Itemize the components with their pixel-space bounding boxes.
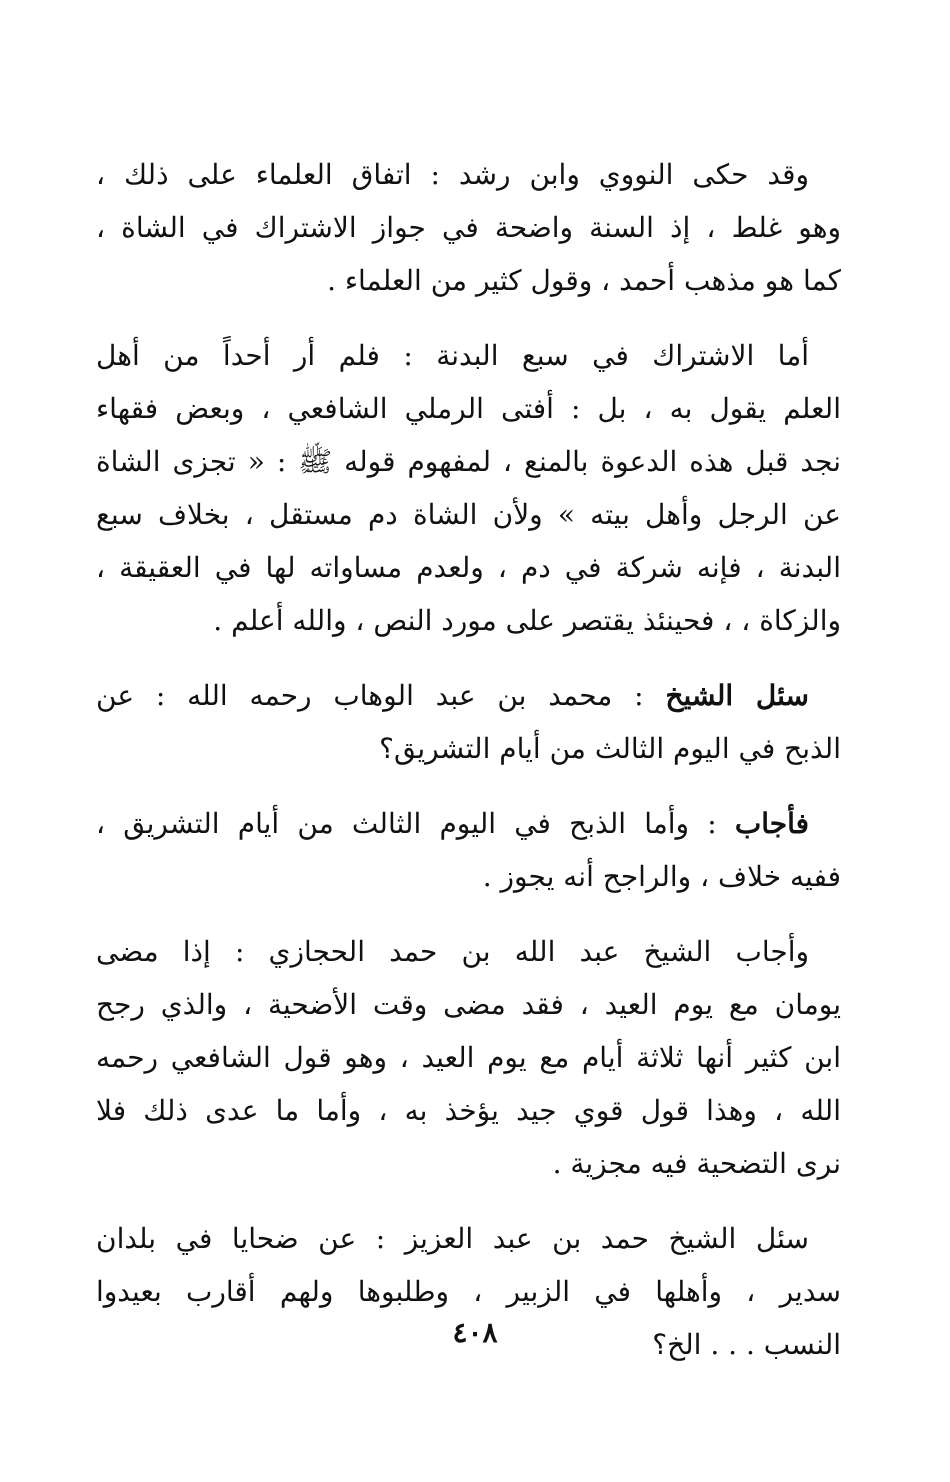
text-line: الذبح في اليوم الثالث من أيام التشريق؟ xyxy=(379,732,841,765)
text-line: يومان مع يوم العيد ، فقد مضى وقت الأضحية ، والذي رجح xyxy=(96,988,841,1021)
paragraph-badana-share xyxy=(96,329,841,647)
page-number: ٤٠٨ xyxy=(452,1316,498,1349)
page-body xyxy=(96,148,841,1393)
text-line: الله ، وهذا قول قوي جيد يؤخذ به ، وأما ما عدى ذلك فلا xyxy=(96,1094,841,1127)
text-line: أما الاشتراك في سبع البدنة : فلم أر أحداً من أهل xyxy=(96,339,809,372)
paragraph-answer-third-day xyxy=(96,797,841,903)
text-line: كما هو مذهب أحمد ، وقول كثير من العلماء . xyxy=(327,264,841,297)
text-line: البدنة ، فإنه شركة في دم ، ولعدم مساواته لها في العقيقة ، xyxy=(96,551,841,584)
paragraph-hijazi-answer xyxy=(96,925,841,1190)
text-line: نجد قبل هذه الدعوة بالمنع ، لمفهوم قوله ﷺ : « تجزى الشاة xyxy=(96,445,841,478)
text-line: وهو غلط ، إذ السنة واضحة في جواز الاشتراك في الشاة ، xyxy=(96,211,841,244)
text-line: النسب . . . الخ؟ xyxy=(652,1328,841,1361)
text-line: سدير ، وأهلها في الزبير ، وطلبوها ولهم أقارب بعيدوا xyxy=(96,1275,841,1308)
text-line: ففيه خلاف ، والراجح أنه يجوز . xyxy=(482,860,841,893)
question-text: : محمد بن عبد الوهاب رحمه الله : عن xyxy=(96,679,666,712)
text-line xyxy=(96,669,841,722)
text-line: وأجاب الشيخ عبد الله بن حمد الحجازي : إذا مضى xyxy=(96,935,809,968)
text-line xyxy=(96,797,841,850)
text-line: والزكاة ، ، فحينئذ يقتصر على مورد النص ، والله أعلم . xyxy=(213,604,841,637)
text-line: نرى التضحية فيه مجزية . xyxy=(552,1147,841,1180)
question-lead: سئل الشيخ xyxy=(665,679,809,712)
text-line: عن الرجل وأهل بيته » ولأن الشاة دم مستقل ، بخلاف سبع xyxy=(96,498,841,531)
text-line: ابن كثير أنها ثلاثة أيام مع يوم العيد ، وهو قول الشافعي رحمه xyxy=(96,1041,841,1074)
paragraph-consensus xyxy=(96,148,841,307)
text-line: العلم يقول به ، بل : أفتى الرملي الشافعي ، وبعض فقهاء xyxy=(96,392,841,425)
answer-lead: فأجاب xyxy=(734,807,809,840)
paragraph-question-third-day xyxy=(96,669,841,775)
answer-text: : وأما الذبح في اليوم الثالث من أيام التشريق ، xyxy=(96,807,735,840)
text-line: وقد حكى النووي وابن رشد : اتفاق العلماء على ذلك ، xyxy=(96,158,809,191)
text-line: سئل الشيخ حمد بن عبد العزيز : عن ضحايا في بلدان xyxy=(96,1222,809,1255)
